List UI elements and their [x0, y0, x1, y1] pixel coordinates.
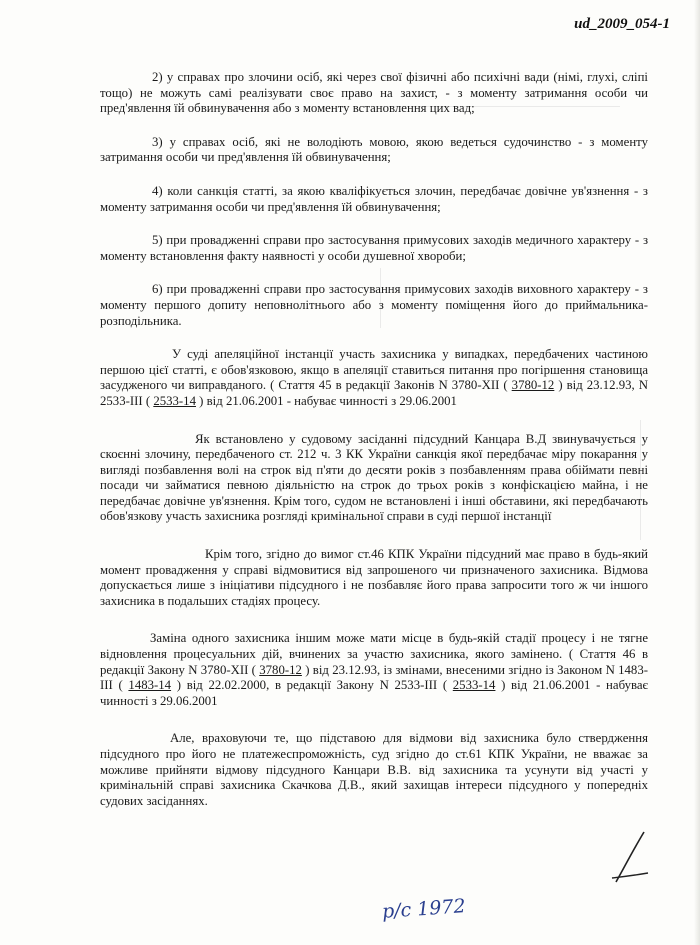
paragraph-text: Заміна одного захисника іншим може мати місце в будь-якій стадії процесу і не тягне відновлення процесуальних дій, вчинених за участю захисника, якого замінено. ( Стаття 46 в редакції Закону N 3780-XII ( — [100, 631, 648, 677]
paragraph-text: ) від 22.02.2000, в редакції Закону N 2533-III ( — [176, 678, 448, 693]
law-link[interactable]: 2533-14 — [452, 678, 496, 693]
paragraph: Як встановлено у судовому засіданні підсудний Канцара В.Д звинувачується у скоєнні злочину, передбаченого ст. 212 ч. 3 КК України санкція якої передбачає міру покарання у вигляді позбавлення волі на строк від п'яти до десяти років з позбавленням права обіймати певні посади чи займатися певною діяльністю на строк до трьох років з конфіскацією майна, і не передбачає довічне ув'язнення. Крім того, судом не встановлені і інші обставини, які передбачають обов'язкову участь захисника розгляді кримінальної справи в суді першої інстанції — [100, 431, 648, 524]
paragraph: 6) при провадженні справи про застосування примусових заходів виховного характеру - з моменту першого допиту неповнолітнього або з моменту поміщення його до приймальника-розподільника. — [100, 282, 648, 328]
paragraph-text: ) від 21.06.2001 - набуває чинності з 29.06.2001 — [100, 678, 649, 708]
law-link[interactable]: 3780-12 — [511, 378, 555, 393]
law-link[interactable]: 1483-14 — [128, 678, 172, 693]
paragraph: Крім того, згідно до вимог ст.46 КПК України підсудний має право в будь-який момент провадження у справі відмовитися від запрошеного чи призначеного захисника. Відмова допускається лише з ініціативи підсудного і не позбавляє його права запросити того ж чи іншого захисника в подальших стадіях процесу. — [100, 547, 648, 608]
paragraph — [100, 631, 648, 709]
signature-mark — [610, 828, 650, 888]
paragraph — [100, 347, 648, 409]
paragraph: Але, враховуючи те, що підставою для відмови від захисника було ствердження підсудного про його не платежеспроможність, суд згідно до ст.61 КПК України, не вважає за можливе прийняти відмову підсудного Канцари В.В. від захисника та усунути від участі у кримінальній справі захисника Скачкова Д.В., який захищав інтереси підсудного у попередніх судових засіданнях. — [100, 731, 648, 808]
handwritten-note: р/с 1972 — [381, 895, 467, 923]
paragraph: 5) при провадженні справи про застосування примусових заходів медичного характеру - з моменту встановлення факту наявності у особи душевної хвороби; — [100, 233, 648, 263]
paragraph-text: У суді апеляційної інстанції участь захисника у випадках, передбачених частиною першою цієї статті, є обов'язковою, якщо в апеляції ставиться питання про погіршення становища засудженого чи виправданого. ( Стаття 45 в редакції Законів N 3780-XII ( — [100, 347, 648, 393]
paragraph: 2) у справах про злочини осіб, які через свої фізичні або психічні вади (німі, глухі, сліпі тощо) не можуть самі реалізувати своє право на захист, - з моменту затримання особи чи пред'явлення їй обвинувачення або з моменту встановлення цих вад; — [100, 70, 648, 116]
paragraph: 3) у справах осіб, які не володіють мовою, якою ведеться судочинство - з моменту затримання особи чи пред'явлення їй обвинувачення; — [100, 134, 648, 165]
document-body — [100, 70, 648, 809]
law-link[interactable]: 2533-14 — [153, 393, 196, 408]
law-link[interactable]: 3780-12 — [259, 662, 302, 677]
paragraph-text: ) від 21.06.2001 - набуває чинності з 29.06.2001 — [199, 393, 457, 408]
scan-edge — [694, 0, 700, 945]
paragraph-text: ) від 23.12.93, із змінами, внесеними згідно із Законом N 1483-III ( — [100, 662, 648, 693]
document-id: ud_2009_054-1 — [574, 16, 670, 32]
paragraph: 4) коли санкція статті, за якою кваліфікується злочин, передбачає довічне ув'язнення - з моменту затримання особи чи пред'явлення їй обвинувачення; — [100, 183, 648, 214]
paragraph-text: ) від 23.12.93, N 2533-III ( — [100, 378, 649, 408]
